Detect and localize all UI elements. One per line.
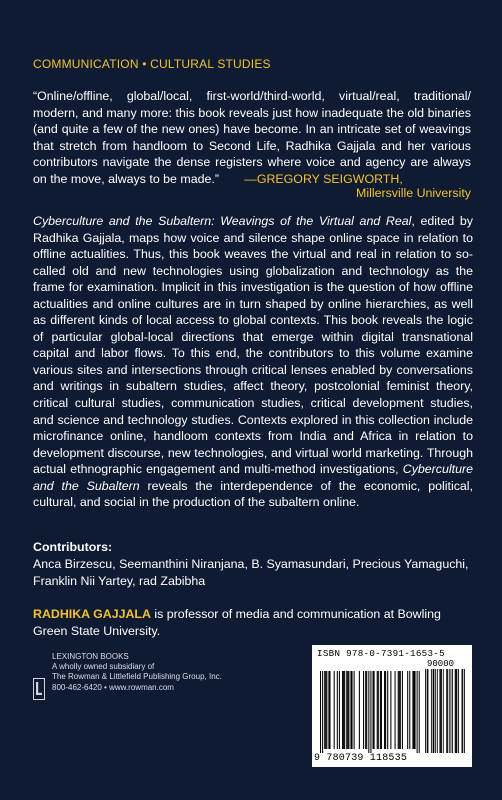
author-bio-text: is professor of media and communication at Bowling Green State University.: [33, 607, 441, 638]
barcode-bar: [359, 671, 360, 749]
barcode-bar: [402, 671, 403, 749]
barcode-bar: [343, 671, 344, 749]
barcode-digits: 9 780739 118535: [314, 753, 408, 764]
barcode-bar: [342, 671, 343, 749]
barcode-addon-bar: [458, 669, 459, 753]
barcode-addon-bar: [428, 669, 429, 753]
barcode-bar: [374, 671, 375, 749]
barcode-addon-bar: [427, 669, 428, 753]
publisher-text: [52, 652, 222, 693]
barcode-addon-bar: [434, 669, 435, 753]
barcode-addon-bar: [425, 669, 426, 753]
barcode-addon-bar: [443, 669, 444, 753]
barcode-bar: [378, 671, 379, 749]
barcode-bar: [363, 671, 364, 749]
barcode-bar: [398, 671, 399, 749]
barcode-bar: [325, 671, 326, 749]
barcode-bar: [419, 671, 420, 753]
barcode-addon-bar: [464, 669, 465, 753]
barcode-addon-bar: [451, 669, 452, 753]
book-title-short: Cyberculture and the Subaltern: [33, 462, 473, 493]
barcode-bar: [337, 671, 338, 749]
barcode-addon-bars-icon: [425, 669, 467, 753]
barcode-bars-icon: [320, 671, 420, 753]
barcode-bar: [399, 671, 400, 749]
barcode-addon-bar: [456, 669, 457, 753]
barcode-addon-number: 90000: [427, 659, 455, 669]
barcode-bar: [320, 671, 321, 753]
publisher-line-3: 800-462-6420 • www.rowman.com: [52, 682, 174, 692]
barcode-bar: [366, 671, 367, 749]
barcode-addon-bar: [455, 669, 456, 753]
barcode-bar: [346, 671, 347, 749]
author-name: RADHIKA GAJJALA: [33, 607, 151, 621]
publisher-name: LEXINGTON BOOKS: [52, 652, 129, 661]
barcode-bar: [324, 671, 325, 749]
barcode-bar: [328, 671, 329, 749]
barcode-addon-bar: [462, 669, 463, 753]
barcode-bar: [344, 671, 345, 749]
barcode-bar: [412, 671, 413, 749]
barcode-bar: [377, 671, 378, 749]
barcode-bar: [400, 671, 401, 749]
barcode-addon-bar: [440, 669, 441, 753]
contributors-heading: Contributors:: [33, 540, 113, 554]
publisher-line-2: The Rowman & Littlefield Publishing Group, Inc.: [52, 672, 222, 682]
barcode-bar: [384, 671, 385, 749]
barcode-addon-bar: [435, 669, 436, 753]
barcode-bar: [373, 671, 374, 749]
category-label: COMMUNICATION • CULTURAL STUDIES: [33, 57, 271, 71]
barcode-bar: [387, 671, 388, 749]
endorser-affiliation: Millersville University: [356, 186, 471, 200]
barcode-addon-bar: [452, 669, 453, 753]
barcode-bar: [380, 671, 381, 749]
barcode-bar: [390, 671, 391, 749]
isbn-number: ISBN 978-0-7391-1653-5: [317, 648, 445, 659]
barcode-bar: [354, 671, 355, 749]
quote-text: “Online/offline, global/local, first-world/third-world, virtual/real, traditional/ modern, and many more: this book reveals just how inadequate the old binaries (and quite a few of the new ones) have become. In an intricate set of weavings that stretch from handloom to Second Life, Radhika Gajjala and her various contributors navigate the dense registers where voice and agency are always on the move, always to be made.”: [33, 89, 471, 186]
barcode-bar: [347, 671, 348, 749]
barcode-bar: [409, 671, 410, 749]
endorsement-quote: [33, 88, 471, 188]
description-text-2: reveals the interdependence of the economic, political, cultural, and social in the production of the subaltern online.: [33, 478, 473, 510]
barcode-bar: [407, 671, 408, 749]
barcode-addon-bar: [441, 669, 442, 753]
barcode-bar: [348, 671, 349, 749]
publisher-line-1: A wholly owned subsidiary of: [52, 662, 155, 672]
barcode-addon-bar: [456, 669, 457, 753]
barcode-addon-bar: [431, 669, 432, 753]
barcode-bar: [415, 671, 416, 749]
barcode-bar: [395, 671, 396, 749]
description-text-1: , edited by Radhika Gajjala, maps how voice and silence shape online space in relation to offline actualities. Thus, this book weaves the virtual and real in relation to so-called old and new technologies using globalization and technology as the frame for examination. Implicit in this investigation is the question of how offline actualities and online cultures are in turn shaped by online hierarchies, as well as different kinds of local access to global contexts. This book reveals the logic of particular global-local directions that emerge within digital transnational capital and labor flows. To this end, the contributors to this volume examine various sites and intersections through critical lenses enabled by conversations and writings in subaltern studies, affect theory, postcolonial feminist theory, critical cultural studies, communication studies, critical development studies, and science and technology studies. Contexts explored in this collection include microfinance online, handloom contexts from India and Africa in relation to development discourse, new technologies, and virtual world marketing. Through actual ethnographic engagement and multi-method investigations,: [33, 214, 473, 477]
publisher-block: [33, 652, 253, 712]
barcode-bar: [326, 671, 327, 749]
barcode-addon-bar: [433, 669, 434, 753]
barcode-bar: [352, 671, 353, 749]
isbn-barcode: [312, 645, 472, 767]
barcode-addon-bar: [447, 669, 448, 753]
barcode-addon-bar: [437, 669, 438, 753]
barcode-bar: [329, 671, 330, 749]
barcode-bar: [413, 671, 414, 749]
barcode-bar: [417, 671, 418, 753]
book-title: Cyberculture and the Subaltern: Weavings of the Virtual and Real: [33, 214, 412, 228]
barcode-bar: [385, 671, 386, 749]
barcode-addon-bar: [446, 669, 447, 753]
barcode-addon-bar: [439, 669, 440, 753]
barcode-addon-bar: [449, 669, 450, 753]
endorser-name: —GREGORY SEIGWORTH,: [244, 171, 403, 186]
contributors-list: Anca Birzescu, Seemanthini Niranjana, B. Syamasundari, Precious Yamaguchi, Franklin Nii Yartey, rad Zabibha: [33, 557, 469, 588]
barcode-bar: [350, 671, 351, 749]
barcode-bar: [322, 671, 323, 753]
barcode-bar: [381, 671, 382, 749]
book-description: [33, 213, 473, 511]
barcode-bar: [334, 671, 335, 749]
author-bio: [33, 606, 473, 639]
barcode-bar: [368, 671, 369, 753]
barcode-bar: [365, 671, 366, 749]
barcode-bar: [370, 671, 371, 753]
barcode-addon-bar: [462, 669, 463, 753]
publisher-logo-icon: [33, 678, 45, 700]
barcode-bar: [339, 671, 340, 749]
